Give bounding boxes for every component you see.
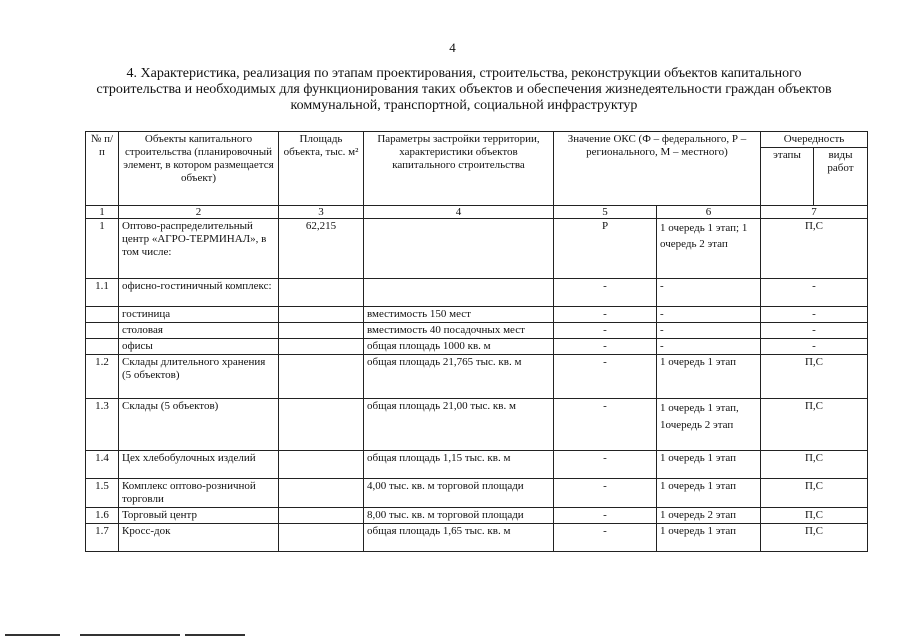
row-works: П,С [761,219,868,279]
row-stages: - [657,323,761,339]
header-objects: Объекты капитального строительства (планировочный элемент, в котором размещается объект) [119,132,279,206]
row-stages: 1 очередь 1 этап, 1очередь 2 этап [657,399,761,451]
row-works: П,С [761,524,868,552]
header-works: виды работ [814,148,868,206]
table-row [86,508,868,524]
row-oks: - [554,399,657,451]
table-row [86,399,868,451]
row-stages: 1 очередь 2 этап [657,508,761,524]
row-num: 1.2 [86,355,119,399]
row-area [279,524,364,552]
row-stages: - [657,279,761,307]
row-params: 4,00 тыс. кв. м торговой площади [364,479,554,508]
row-params: общая площадь 1,65 тыс. кв. м [364,524,554,552]
header-num: № п/п [86,132,119,206]
row-works: П,С [761,508,868,524]
row-params: общая площадь 21,765 тыс. кв. м [364,355,554,399]
row-num: 1.6 [86,508,119,524]
row-name: Комплекс оптово-розничной торговли [119,479,279,508]
row-num: 1.4 [86,451,119,479]
row-params: 8,00 тыс. кв. м торговой площади [364,508,554,524]
row-works: - [761,307,868,323]
row-params [364,279,554,307]
table-row [86,451,868,479]
table-row [86,279,868,307]
row-num: 1.5 [86,479,119,508]
row-area [279,451,364,479]
row-name: гостиница [119,307,279,323]
row-area [279,508,364,524]
row-name: Оптово-распределительный центр «АГРО-ТЕРМИНАЛ», в том числе: [119,219,279,279]
row-area [279,279,364,307]
row-works: П,С [761,355,868,399]
table-row [86,339,868,355]
row-name: Склады (5 объектов) [119,399,279,451]
row-num: 1 [86,219,119,279]
column-number: 3 [279,206,364,219]
column-number: 4 [364,206,554,219]
header-queue: Очередность [761,132,868,148]
page-number: 4 [449,40,456,55]
infrastructure-table [85,131,868,552]
row-params: вместимость 150 мест [364,307,554,323]
header-params: Параметры застройки территории, характеристики объектов капитального строительства [364,132,554,206]
row-name: Цех хлебобулочных изделий [119,451,279,479]
row-oks: - [554,524,657,552]
table-row [86,323,868,339]
row-works: П,С [761,451,868,479]
row-area: 62,215 [279,219,364,279]
table-row [86,479,868,508]
section-title: 4. Характеристика, реализация по этапам проектирования, строительства, реконструкции объектов капитального строительства и необходимых для функционирования таких объектов и обеспечения жизнедеятельности граждан объектов коммунальной, транспортной, социальной инфраструктур [96,66,832,113]
table-row [86,524,868,552]
row-oks: - [554,279,657,307]
column-number: 2 [119,206,279,219]
footer-rule [0,634,905,637]
row-area [279,355,364,399]
row-stages: 1 очередь 1 этап [657,524,761,552]
row-area [279,323,364,339]
row-area [279,479,364,508]
row-works: П,С [761,399,868,451]
column-number: 5 [554,206,657,219]
row-name: Кросс-док [119,524,279,552]
row-stages: 1 очередь 1 этап [657,479,761,508]
row-area [279,307,364,323]
table-row [86,219,868,279]
row-stages: - [657,307,761,323]
row-num [86,307,119,323]
row-params: общая площадь 1,15 тыс. кв. м [364,451,554,479]
row-oks: - [554,479,657,508]
row-area [279,339,364,355]
row-works: - [761,339,868,355]
row-oks: Р [554,219,657,279]
row-num [86,323,119,339]
row-name: офисно-гостиничный комплекс: [119,279,279,307]
header-area: Площадь объекта, тыс. м² [279,132,364,206]
row-stages: 1 очередь 1 этап [657,355,761,399]
row-area [279,399,364,451]
column-numbers-row [86,206,868,219]
header-stages: этапы [761,148,814,206]
row-stages: - [657,339,761,355]
table-row [86,307,868,323]
row-params: вместимость 40 посадочных мест [364,323,554,339]
table-row [86,355,868,399]
row-oks: - [554,451,657,479]
row-params: общая площадь 1000 кв. м [364,339,554,355]
row-params [364,219,554,279]
row-num [86,339,119,355]
row-num: 1.3 [86,399,119,451]
row-oks: - [554,307,657,323]
header-oks: Значение ОКС (Ф – федерального, Р – регионального, М – местного) [554,132,761,206]
row-oks: - [554,355,657,399]
row-oks: - [554,339,657,355]
row-name: Торговый центр [119,508,279,524]
row-works: П,С [761,479,868,508]
row-name: Склады длительного хранения (5 объектов) [119,355,279,399]
row-oks: - [554,323,657,339]
row-params: общая площадь 21,00 тыс. кв. м [364,399,554,451]
row-works: - [761,323,868,339]
row-stages: 1 очередь 1 этап; 1 очередь 2 этап [657,219,761,279]
row-num: 1.7 [86,524,119,552]
row-oks: - [554,508,657,524]
row-stages: 1 очередь 1 этап [657,451,761,479]
row-num: 1.1 [86,279,119,307]
column-number: 6 [657,206,761,219]
column-number: 1 [86,206,119,219]
row-name: офисы [119,339,279,355]
column-number: 7 [761,206,868,219]
row-works: - [761,279,868,307]
row-name: столовая [119,323,279,339]
